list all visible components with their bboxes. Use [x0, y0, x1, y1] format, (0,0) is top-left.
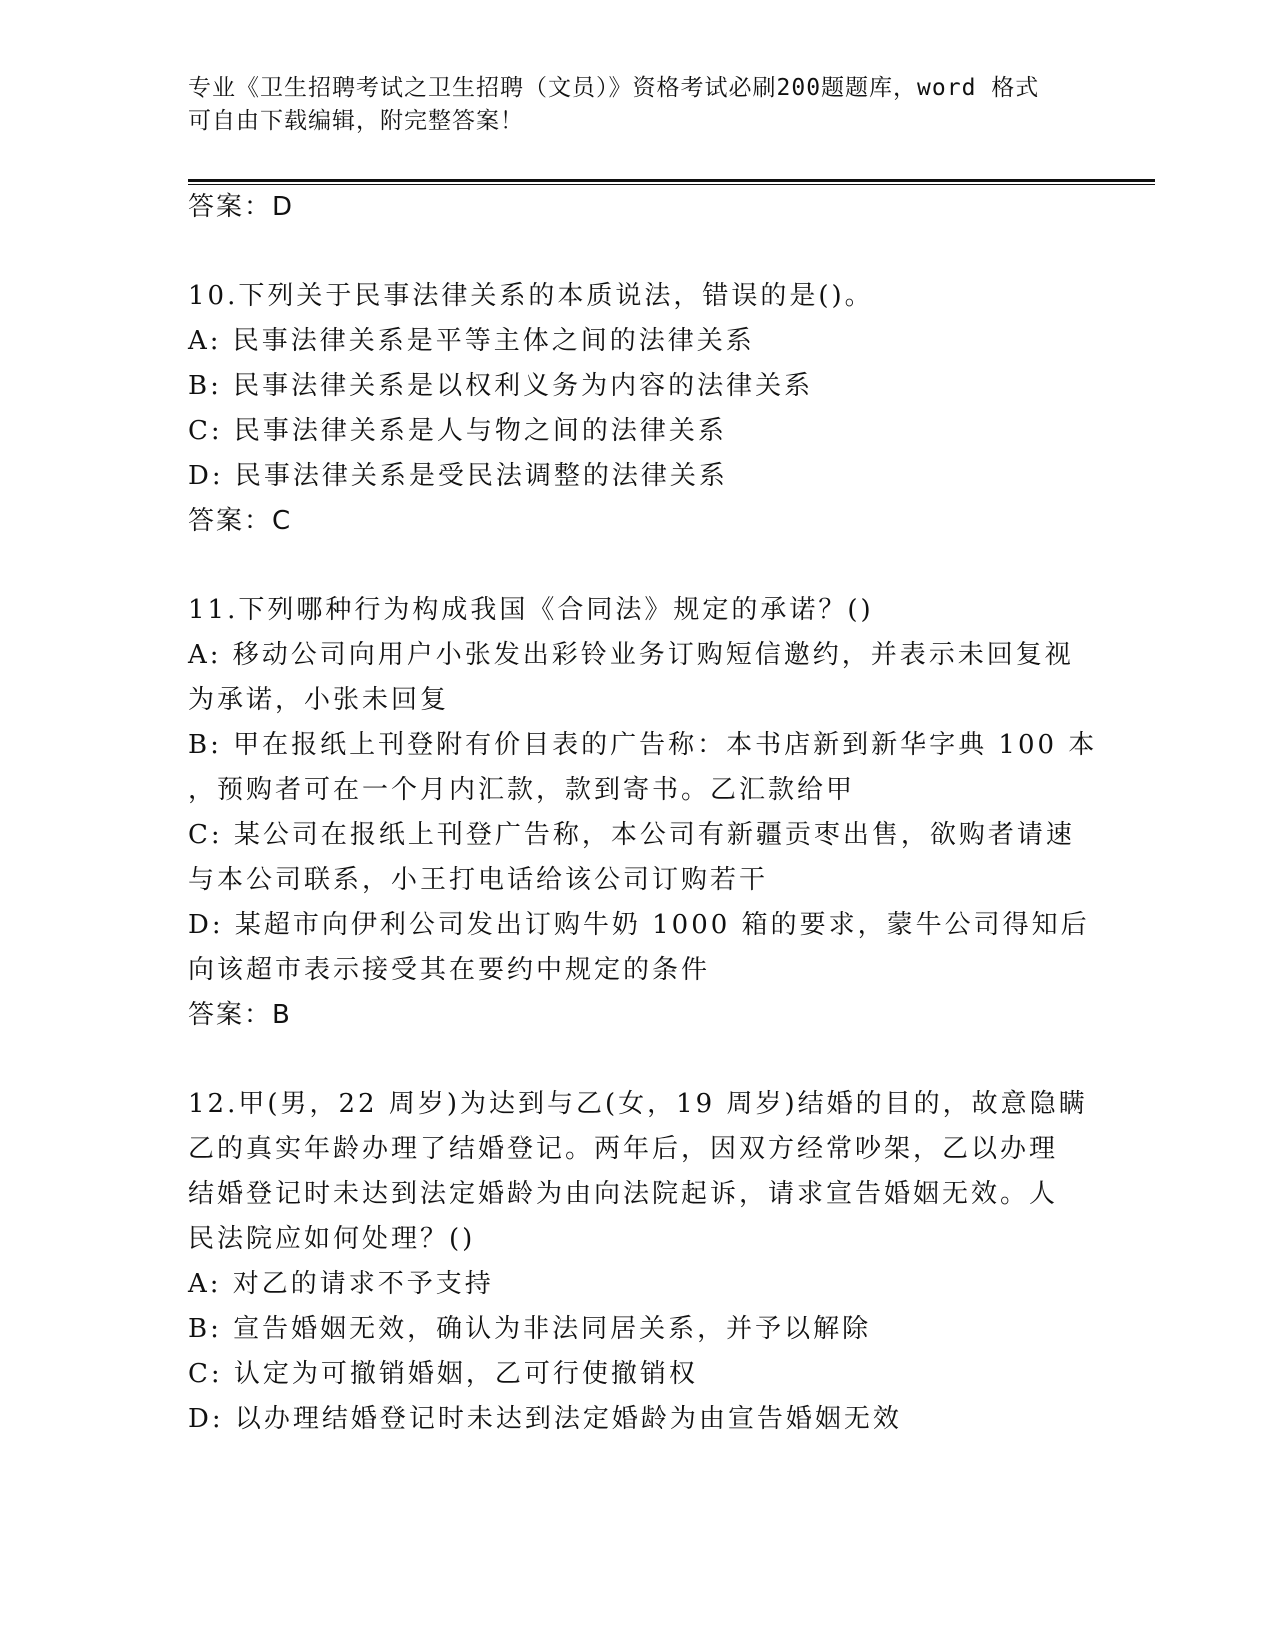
question-11-option-b-line-1: B: 甲在报纸上刊登附有价目表的广告称：本书店新到新华字典 100 本	[188, 730, 1098, 760]
previous-answer: 答案：D	[188, 192, 295, 222]
header-divider-thick	[188, 179, 1155, 182]
question-11-stem: 11.下列哪种行为构成我国《合同法》规定的承诺？()	[188, 595, 874, 625]
question-11-option-d-line-2: 向该超市表示接受其在要约中规定的条件	[188, 955, 711, 985]
question-12-stem-line-1: 12.甲(男，22 周岁)为达到与乙(女，19 周岁)结婚的目的，故意隐瞒	[188, 1089, 1088, 1119]
question-12-option-a: A: 对乙的请求不予支持	[188, 1269, 494, 1299]
question-10-option-b: B: 民事法律关系是以权利义务为内容的法律关系	[188, 371, 814, 401]
question-12-option-b: B: 宣告婚姻无效，确认为非法同居关系，并予以解除	[188, 1314, 872, 1344]
question-12-stem-line-4: 民法院应如何处理？()	[188, 1224, 476, 1254]
question-11-option-a-line-1: A: 移动公司向用户小张发出彩铃业务订购短信邀约，并表示未回复视	[188, 640, 1074, 670]
question-content	[188, 185, 1098, 1442]
question-11	[188, 588, 1098, 1038]
question-12	[188, 1082, 1088, 1442]
question-11-option-c-line-2: 与本公司联系，小王打电话给该公司订购若干	[188, 865, 769, 895]
question-11-option-d-line-1: D: 某超市向伊利公司发出订购牛奶 1000 箱的要求，蒙牛公司得知后	[188, 910, 1090, 940]
question-10-option-d: D: 民事法律关系是受民法调整的法律关系	[188, 461, 728, 491]
question-10-stem: 10.下列关于民事法律关系的本质说法，错误的是()。	[188, 281, 874, 311]
question-12-option-c: C: 认定为可撤销婚姻，乙可行使撤销权	[188, 1359, 698, 1389]
question-12-stem-line-2: 乙的真实年龄办理了结婚登记。两年后，因双方经常吵架，乙以办理	[188, 1134, 1059, 1164]
document-header	[188, 72, 1078, 138]
question-11-answer: 答案：B	[188, 1000, 292, 1030]
header-title-line-1: 专业《卫生招聘考试之卫生招聘（文员）》资格考试必刷200题题库，word 格式	[188, 75, 1040, 101]
question-10-answer: 答案：C	[188, 506, 293, 536]
question-12-option-d: D: 以办理结婚登记时未达到法定婚龄为由宣告婚姻无效	[188, 1404, 902, 1434]
question-11-option-a-line-2: 为承诺，小张未回复	[188, 685, 450, 715]
question-12-stem-line-3: 结婚登记时未达到法定婚龄为由向法院起诉，请求宣告婚姻无效。人	[188, 1179, 1059, 1209]
question-10-option-a: A: 民事法律关系是平等主体之间的法律关系	[188, 326, 755, 356]
question-11-option-c-line-1: C: 某公司在报纸上刊登广告称，本公司有新疆贡枣出售，欲购者请速	[188, 820, 1075, 850]
question-10-option-c: C: 民事法律关系是人与物之间的法律关系	[188, 416, 727, 446]
question-10	[188, 274, 1088, 544]
header-title-line-2: 可自由下载编辑，附完整答案！	[188, 108, 524, 134]
question-11-option-b-line-2: ，预购者可在一个月内汇款，款到寄书。乙汇款给甲	[188, 775, 856, 805]
